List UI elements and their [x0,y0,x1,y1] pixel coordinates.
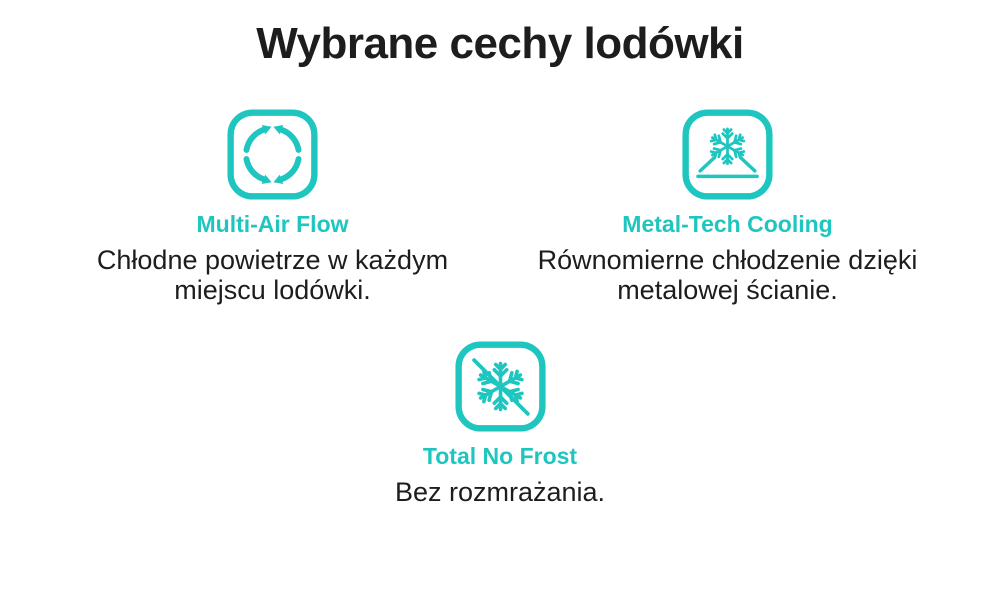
metal-tech-cooling-icon [682,109,773,200]
features-row-top [0,109,1000,305]
feature-description-line: Chłodne powietrze w każdym [96,244,449,275]
feature-description-line: Równomierne chłodzenie dzięki [537,244,918,275]
page-title: Wybrane cechy lodówki [256,19,744,68]
total-no-frost-icon [455,341,546,432]
feature-title-metal-tech-cooling: Metal-Tech Cooling [622,210,833,237]
icon-wrap [240,341,760,432]
feature-description-metal-tech-cooling [500,245,955,305]
icon-wrap [45,109,500,200]
feature-title-total-no-frost: Total No Frost [422,442,578,469]
feature-description-line: miejscu lodówki. [174,274,371,305]
features-row-bottom [0,341,1000,507]
feature-card-total-no-frost [240,341,760,507]
feature-title-multi-air-flow: Multi-Air Flow [196,210,349,237]
icon-wrap [500,109,955,200]
feature-card-metal-tech-cooling [500,109,955,305]
feature-description-line: metalowej ścianie. [617,274,838,305]
feature-description-multi-air-flow [45,245,500,305]
feature-description-line: Bez rozmrażania. [394,476,606,507]
feature-card-multi-air-flow [45,109,500,305]
feature-description-total-no-frost [240,477,760,507]
multi-air-flow-icon [227,109,318,200]
